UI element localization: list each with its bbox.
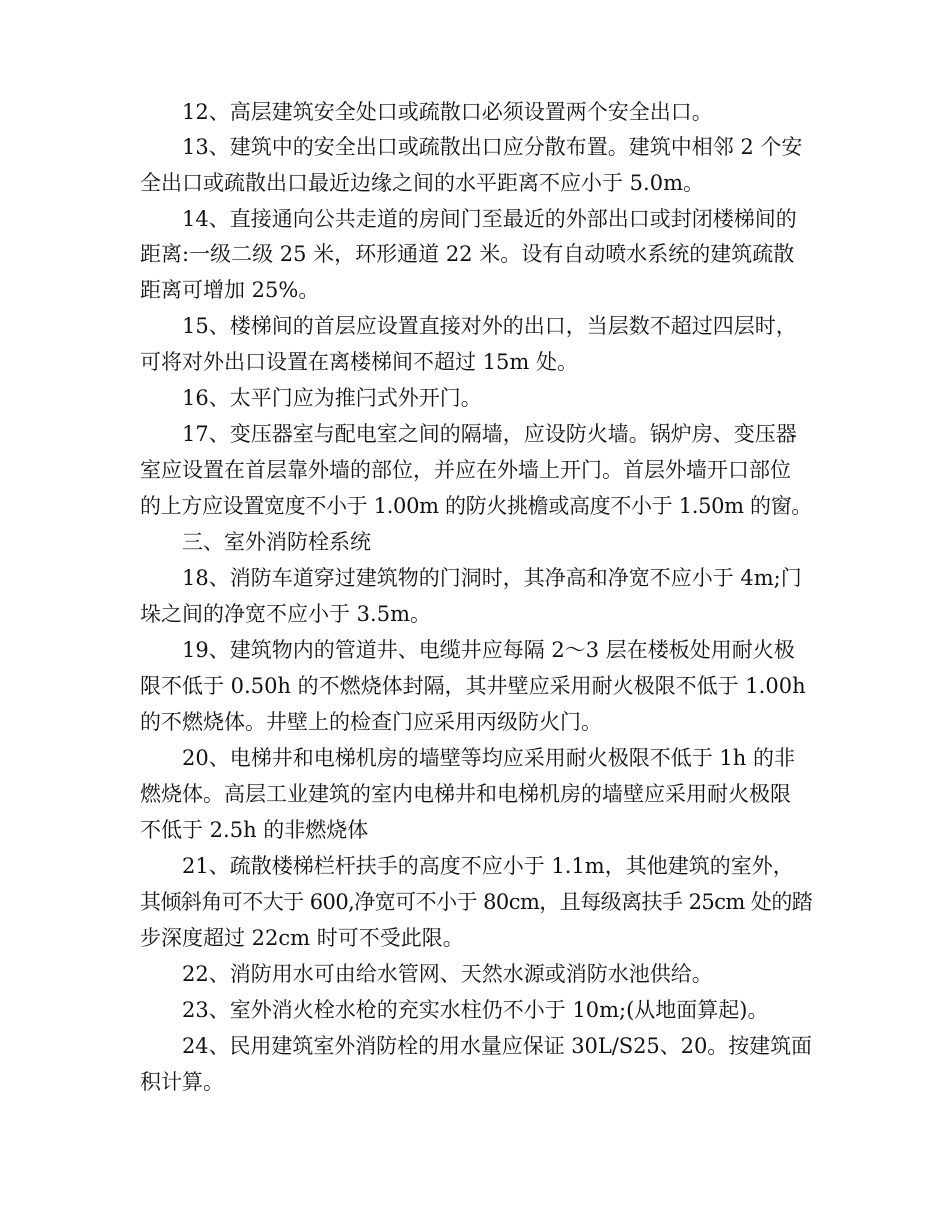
text-line: 积计算。 — [140, 1070, 224, 1094]
text-line: 不低于 2.5h 的非燃烧体 — [140, 818, 369, 842]
text-line: 步深度超过 22cm 时可不受此限。 — [140, 926, 464, 950]
text-line: 14、直接通向公共走道的房间门至最近的外部出口或封闭楼梯间的 — [182, 207, 797, 231]
text-line: 其倾斜角可不大于 600,净宽可不小于 80cm，且每级离扶手 25cm 处的踏 — [140, 890, 813, 914]
text-line: 16、太平门应为推闩式外开门。 — [182, 386, 482, 410]
text-line: 三、室外消防栓系统 — [182, 530, 371, 554]
text-line: 17、变压器室与配电室之间的隔墙，应设防火墙。锅炉房、变压器 — [182, 422, 797, 446]
text-line: 18、消防车道穿过建筑物的门洞时，其净高和净宽不应小于 4m;门 — [182, 566, 802, 590]
text-line: 15、楼梯间的首层应设置直接对外的出口，当层数不超过四层时， — [182, 314, 797, 338]
text-line: 限不低于 0.50h 的不燃烧体封隔，其井壁应采用耐火极限不低于 1.00h — [140, 674, 806, 698]
text-line: 室应设置在首层靠外墙的部位，并应在外墙上开门。首层外墙开口部位 — [140, 458, 791, 482]
text-line: 19、建筑物内的管道井、电缆井应每隔 2～3 层在楼板处用耐火极 — [182, 638, 795, 662]
text-line: 距离可增加 25%。 — [140, 278, 320, 302]
text-line: 21、疏散楼梯栏杆扶手的高度不应小于 1.1m，其他建筑的室外， — [182, 854, 794, 878]
text-line: 垛之间的净宽不应小于 3.5m。 — [140, 602, 431, 626]
text-line: 13、建筑中的安全出口或疏散出口应分散布置。建筑中相邻 2 个安 — [182, 135, 803, 159]
text-line: 22、消防用水可由给水管网、天然水源或消防水池供给。 — [182, 962, 713, 986]
text-line: 距离:一级二级 25 米，环形通道 22 米。设有自动喷水系统的建筑疏散 — [140, 242, 795, 266]
text-line: 23、室外消火栓水枪的充实水柱仍不小于 10m;(从地面算起)。 — [182, 998, 769, 1022]
text-line: 的不燃烧体。井壁上的检查门应采用丙级防火门。 — [140, 710, 602, 734]
text-line: 12、高层建筑安全处口或疏散口必须设置两个安全出口。 — [182, 100, 713, 124]
text-line: 的上方应设置宽度不小于 1.00m 的防火挑檐或高度不小于 1.50m 的窗。 — [140, 494, 813, 518]
text-line: 24、民用建筑室外消防栓的用水量应保证 30L/S25、20。按建筑面 — [182, 1034, 812, 1058]
text-line: 可将对外出口设置在离楼梯间不超过 15m 处。 — [140, 350, 578, 374]
text-line: 20、电梯井和电梯机房的墙壁等均应采用耐火极限不低于 1h 的非 — [182, 746, 795, 770]
text-line: 全出口或疏散出口最近边缘之间的水平距离不应小于 5.0m。 — [140, 171, 704, 195]
text-line: 燃烧体。高层工业建筑的室内电梯井和电梯机房的墙壁应采用耐火极限 — [140, 782, 791, 806]
